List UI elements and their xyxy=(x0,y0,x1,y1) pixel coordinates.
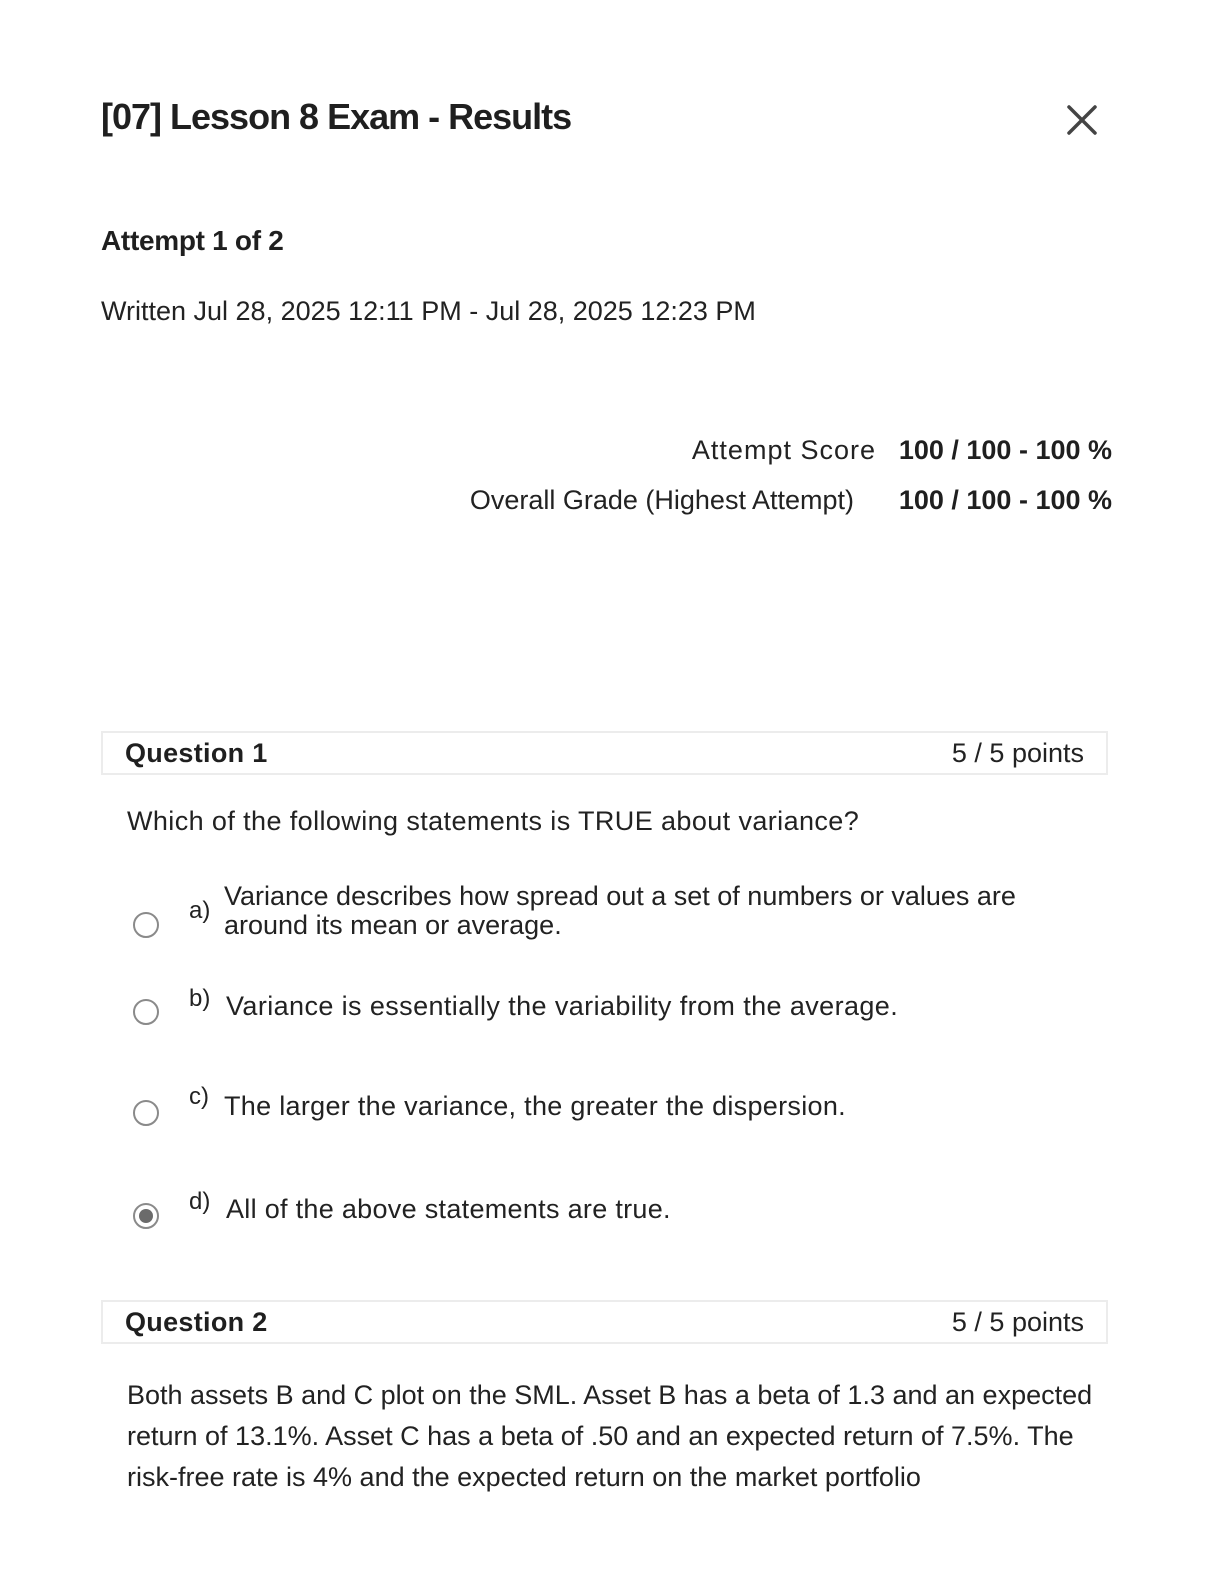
overall-grade-row xyxy=(470,485,1112,516)
answer-option-a[interactable] xyxy=(133,880,1093,940)
attempt-score-row xyxy=(692,435,1112,466)
answer-option-d[interactable] xyxy=(133,1188,1093,1248)
question-header xyxy=(101,1300,1108,1344)
option-letter: b) xyxy=(189,985,211,1012)
answer-option-b[interactable] xyxy=(133,985,1093,1045)
overall-grade-value: 100 / 100 - 100 % xyxy=(898,485,1112,515)
question-points: 5 / 5 points xyxy=(951,738,1084,768)
option-letter: a) xyxy=(189,897,211,924)
answer-option-c[interactable] xyxy=(133,1085,1093,1145)
option-letter: c) xyxy=(189,1083,209,1110)
attempt-score-label: Attempt Score xyxy=(691,435,876,465)
written-timestamp: Written Jul 28, 2025 12:11 PM - Jul 28, 2025 12:23 PM xyxy=(101,296,756,326)
overall-grade-label: Overall Grade (Highest Attempt) xyxy=(469,485,854,515)
radio-button[interactable] xyxy=(133,1100,159,1126)
option-text: Variance is essentially the variability from the average. xyxy=(226,991,899,1021)
option-text: Variance describes how spread out a set of numbers or values are around its mean or average. xyxy=(224,881,1016,940)
close-button[interactable] xyxy=(1062,100,1102,140)
option-text: All of the above statements are true. xyxy=(226,1194,671,1224)
radio-button[interactable] xyxy=(133,999,159,1025)
question-title: Question 1 xyxy=(125,738,268,768)
attempt-heading: Attempt 1 of 2 xyxy=(101,225,284,256)
question-title: Question 2 xyxy=(125,1307,268,1337)
option-text: The larger the variance, the greater the dispersion. xyxy=(224,1091,846,1121)
question-header xyxy=(101,731,1108,775)
radio-button-selected[interactable] xyxy=(133,1203,159,1229)
question-points: 5 / 5 points xyxy=(951,1307,1084,1337)
question-text: Both assets B and C plot on the SML. Asset B has a beta of 1.3 and an expected return of 13.1%. Asset C has a beta of .50 and an expected return of 7.5%. The risk-free rate is 4% and the expected return on the market portfolio xyxy=(127,1380,1093,1492)
radio-button[interactable] xyxy=(133,912,159,938)
attempt-score-value: 100 / 100 - 100 % xyxy=(898,435,1112,465)
page-title: [07] Lesson 8 Exam - Results xyxy=(101,96,572,137)
question-text: Which of the following statements is TRUE about variance? xyxy=(127,806,860,836)
close-icon xyxy=(1065,103,1099,137)
option-letter: d) xyxy=(189,1188,211,1215)
